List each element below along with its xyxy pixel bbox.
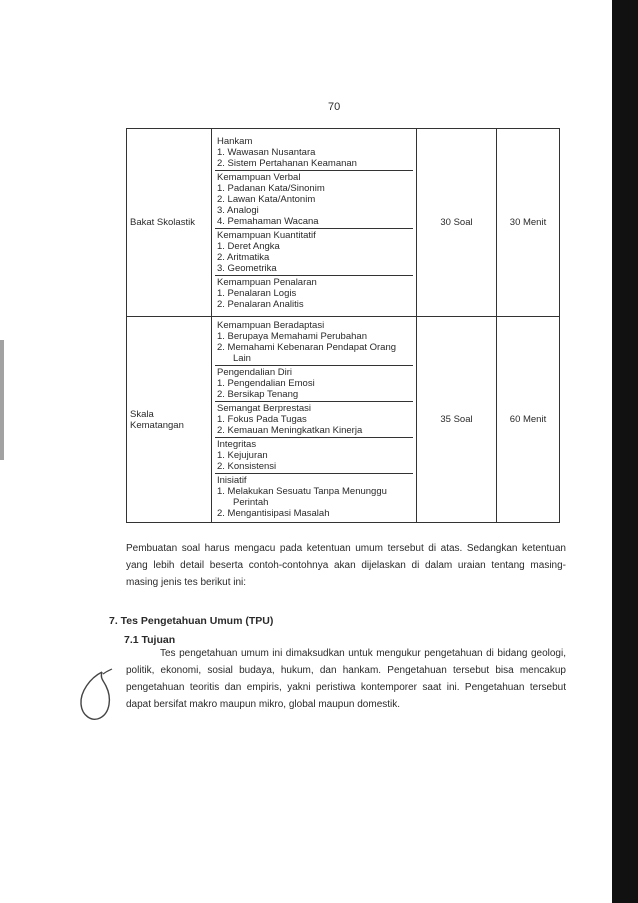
subtest-group-title: Pengendalian Diri — [217, 367, 292, 378]
subtest-group — [215, 171, 413, 229]
subtest-item: 2. Penalaran Analitis — [217, 298, 304, 310]
subtest-item: 2. Lawan Kata/Antonim — [217, 193, 316, 205]
subtest-item: 2. Sistem Pertahanan Keamanan — [217, 157, 357, 169]
subtest-group — [215, 276, 413, 311]
category-cell: Bakat Skolastik — [127, 129, 212, 317]
subtest-item: 2. Aritmatika — [217, 251, 270, 263]
subtest-group — [215, 402, 413, 438]
subtest-group — [215, 366, 413, 402]
scan-edge-left — [0, 340, 4, 460]
subtest-group-title: Kemampuan Penalaran — [217, 276, 317, 288]
subtest-group-title: Kemampuan Beradaptasi — [217, 320, 325, 331]
subtest-group — [215, 319, 413, 366]
subtest-item: 1. Melakukan Sesuatu Tanpa Menunggu — [217, 486, 387, 497]
subtest-group-title: Semangat Berprestasi — [217, 403, 311, 414]
subtest-item: 1. Penalaran Logis — [217, 287, 297, 299]
subtest-item: 1. Fokus Pada Tugas — [217, 414, 307, 425]
subtest-item: 2. Kemauan Meningkatkan Kinerja — [217, 425, 363, 436]
subtest-item: 2. Konsistensi — [217, 461, 277, 472]
subtest-group-title: Kemampuan Kuantitatif — [217, 229, 316, 241]
section-heading-7: 7. Tes Pengetahuan Umum (TPU) — [109, 615, 274, 627]
paragraph-intro: Pembuatan soal harus mengacu pada ketentuan umum tersebut di atas. Sedangkan ketentuan yang lebih detail beserta contoh-contohnya akan dijelaskan di dalam uraian tentang masing-masing jenis tes berikut ini: — [126, 543, 566, 588]
test-specification-table — [126, 128, 560, 523]
paragraph-tujuan — [126, 645, 566, 713]
subtest-item: 3. Analogi — [217, 204, 259, 216]
subtest-item: 1. Pengendalian Emosi — [217, 378, 315, 389]
subtest-group-title: Integritas — [217, 439, 257, 450]
subtest-item: 2. Bersikap Tenang — [217, 389, 299, 400]
subtest-item-continuation: Perintah — [233, 497, 269, 508]
table-row — [127, 129, 560, 317]
subtest-item-continuation: Lain — [233, 353, 251, 364]
subtest-group — [215, 474, 413, 520]
subtest-group — [215, 438, 413, 474]
subtest-item: 1. Wawasan Nusantara — [217, 146, 316, 158]
subtest-group — [215, 135, 413, 171]
subtest-group — [215, 229, 413, 276]
handwritten-initial-mark — [72, 668, 120, 726]
subtest-item: 4. Pemahaman Wacana — [217, 215, 319, 227]
scan-edge-right — [612, 0, 638, 903]
subtest-item: 1. Berupaya Memahami Perubahan — [217, 331, 367, 342]
duration-cell: 60 Menit — [497, 317, 560, 523]
paragraph-tujuan-text: Tes pengetahuan umum ini dimaksudkan untuk mengukur pengetahuan di bidang geologi, politik, ekonomi, sosial budaya, hukum, dan hankam. Pengetahuan tersebut bisa mencakup pengetahuan teoritis dan empiris, yakni peristiwa kontemporer saat ini. Pengetahuan tersebut dapat bersifat makro maupun mikro, global maupun domestik. — [126, 648, 566, 710]
question-count-cell: 35 Soal — [417, 317, 497, 523]
subtest-group-title: Inisiatif — [217, 475, 247, 486]
subtest-cell — [212, 129, 417, 317]
subtest-cell — [212, 317, 417, 523]
subtest-group-title: Hankam — [217, 135, 253, 147]
subsection-heading-7-1: 7.1 Tujuan — [124, 634, 176, 646]
category-cell: Skala Kematangan — [127, 317, 212, 523]
subtest-item: 1. Kejujuran — [217, 450, 268, 461]
page-number: 70 — [328, 101, 341, 113]
table-row — [127, 317, 560, 523]
subtest-item: 1. Deret Angka — [217, 240, 280, 252]
duration-cell: 30 Menit — [497, 129, 560, 317]
subtest-item: 2. Memahami Kebenaran Pendapat Orang — [217, 342, 397, 353]
subtest-item: 1. Padanan Kata/Sinonim — [217, 182, 325, 194]
question-count-cell: 30 Soal — [417, 129, 497, 317]
subtest-item: 3. Geometrika — [217, 262, 277, 274]
subtest-group-title: Kemampuan Verbal — [217, 171, 301, 183]
subtest-item: 2. Mengantisipasi Masalah — [217, 508, 330, 519]
